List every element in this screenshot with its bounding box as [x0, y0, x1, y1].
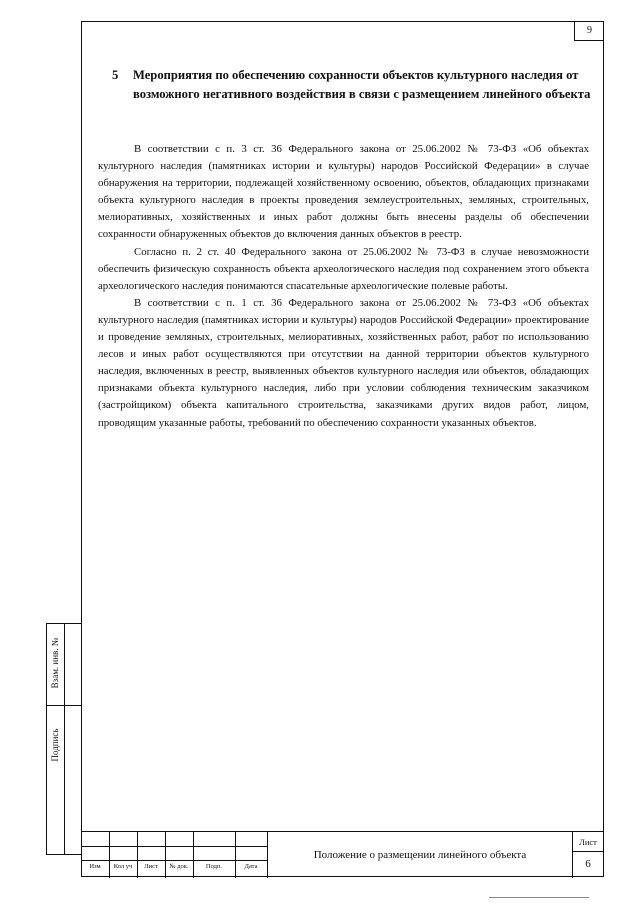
paragraph-2: Согласно п. 2 ст. 40 Федерального закона от 25.06.2002 № 73-ФЗ в случае невозможности обеспечить физическую сохранность объекта археологического наследия под сохранением этого объекта археологического наследия понимаются спасательные археологические полевые работы. [98, 245, 589, 292]
side-stamp-column [46, 623, 82, 855]
title-block [81, 831, 604, 877]
revision-grid [81, 832, 267, 878]
document-title-box [267, 832, 572, 878]
sheet-number: 6 [585, 857, 591, 870]
col-doc-number: № док. [169, 863, 189, 870]
col-quantity: Кол уч [113, 863, 133, 870]
col-signature: Подп. [205, 863, 223, 870]
top-page-number: 9 [574, 21, 604, 41]
bottom-rule [489, 897, 589, 898]
col-change: Изм [89, 863, 101, 870]
section-title: Мероприятия по обеспечению сохранности объектов культурного наследия от возможного негативного воздействия в связи с размещением линейного объекта [133, 68, 591, 101]
sheet-label: Лист [573, 832, 603, 852]
signature-label: Подпись [50, 728, 60, 762]
document-title: Положение о размещении линейного объекта [313, 849, 527, 861]
paragraph-1: В соответствии с п. 3 ст. 36 Федерального закона от 25.06.2002 № 73-ФЗ «Об объектах культурного наследия (памятниках истории и культуры) народов Российской Федерации» в случае обнаружения на территории, подлежащей хозяйственному освоению, объектов, обладающих признаками объекта культурного наследия в проекты проведения землеустроительных, земляных, строительных, мелиоративных, хозяйственных и иных работ должны быть внесены разделы об обеспечении сохранности обнаруженных объектов до включения данных объектов в реестр. [98, 143, 589, 241]
section-heading [112, 66, 592, 104]
sheet-box [572, 832, 604, 878]
paragraph-3: В соответствии с п. 1 ст. 36 Федерального закона от 25.06.2002 № 73-ФЗ «Об объектах культурного наследия (памятниках истории и культуры) народов Российской Федерации» проектирование и проведение земляных, строительных, мелиоративных, хозяйственных работ, работ по использованию лесов и иных работ осуществляются при отсутствии на данной территории объектов культурного наследия, включенных в реестр, выявленных объектов культурного наследия или объектов, обладающих признаками объекта культурного наследия, либо при условии соблюдения техническим заказчиком (застройщиком) объекта капитального строительства, заказчиками других видов работ, лицом, проводящим указанные работы, требований по обеспечению сохранности указанных объектов. [98, 296, 589, 429]
body-text [98, 141, 589, 432]
col-date: Дата [244, 863, 258, 870]
col-sheet: Лист [144, 863, 158, 870]
section-number: 5 [112, 68, 119, 82]
replacement-inventory-label: Взам. инв. № [50, 637, 60, 689]
